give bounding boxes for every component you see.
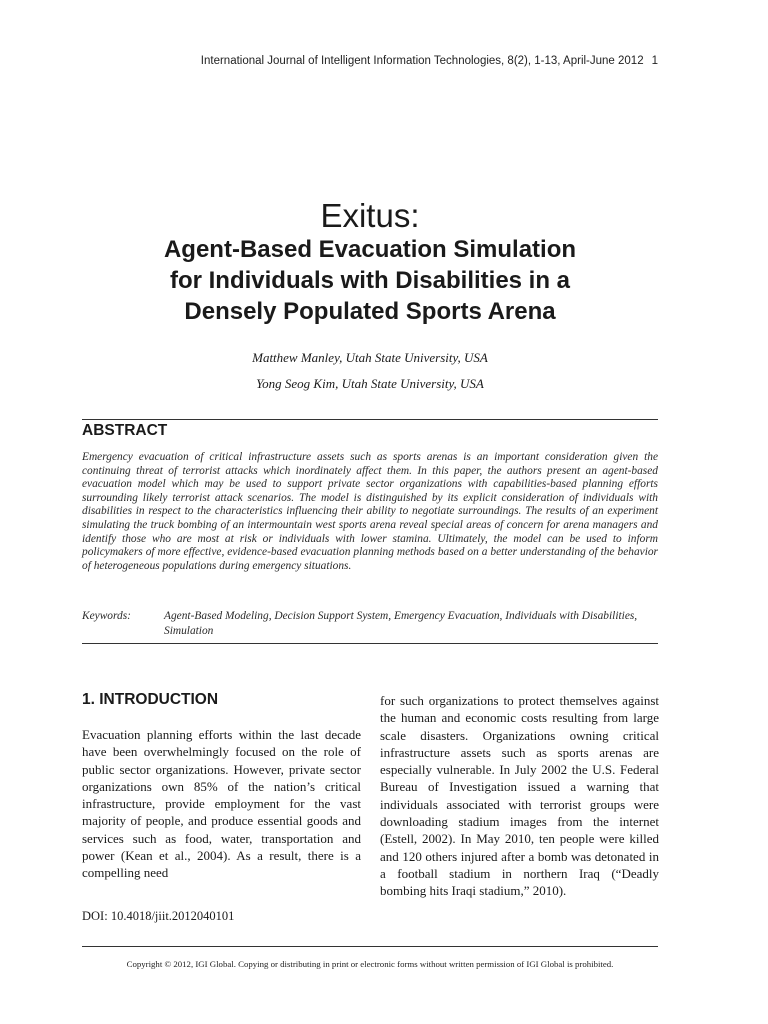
author-line: Yong Seog Kim, Utah State University, USA: [256, 376, 484, 391]
abstract-text: Emergency evacuation of critical infrastructure assets such as sports arenas is an important consideration given the continuing threat of terrorist attacks which inordinately affect them. In this paper, the authors present an agent-based evacuation model which may be used to support private sector organizations with capabilities-based planning efforts surrounding likely terrorist attack scenarios. The model is distinguished by its explicit consideration of individuals with disabilities in respect to the characteristics influencing their ability to negotiate surroundings. The results of an experiment simulating the truck bombing of an intermountain west sports arena reveal special areas of concern for arena managers and identify those who are most at risk or individuals with lower stamina. Ultimately, the model can be used to inform policymakers of more effective, evidence-based evacuation planning methods based on a better understanding of the behavior of heterogeneous populations during emergency situations.: [82, 451, 658, 572]
subtitle-line: Agent-Based Evacuation Simulation: [163, 236, 577, 263]
copyright-notice: Copyright © 2012, IGI Global. Copying or distributing in print or electronic forms without written permission of IGI Global is prohibited.: [126, 959, 614, 969]
subtitle-line: for Individuals with Disabilities in a: [169, 267, 571, 294]
keywords: [82, 609, 658, 638]
keywords-label: Keywords:: [82, 610, 131, 622]
divider: [82, 946, 658, 947]
author-list: [0, 345, 740, 397]
keywords-text: Agent-Based Modeling, Decision Support System, Emergency Evacuation, Individuals with Disabilities, Simulation: [164, 610, 638, 637]
divider: [82, 643, 658, 644]
paper-subtitle: [0, 234, 740, 327]
doi: DOI: 10.4018/jiit.2012040101: [82, 909, 235, 923]
body-column-right: for such organizations to protect themselves against the human and economic costs resulting from large scale disasters. Organizations owning critical infrastructure assets such as sports arenas are especially vulnerable. In July 2002 the U.S. Federal Bureau of Investigation issued a warning that individuals associated with terrorist groups were downloading stadium images from the internet (Estell, 2002). In May 2010, ten people were killed and 120 others injured after a bomb was detonated in a football stadium in northern Iraq (“Deadly bombing hits Iraqi stadium,” 2010).: [380, 693, 659, 899]
abstract-heading: ABSTRACT: [82, 422, 168, 439]
journal-citation: International Journal of Intelligent Information Technologies, 8(2), 1-13, April-June 2012: [200, 55, 644, 67]
page-number: 1: [651, 55, 658, 67]
section-heading: 1. INTRODUCTION: [82, 691, 219, 708]
paper-title: Exitus:: [320, 197, 420, 234]
divider: [82, 419, 658, 420]
author-line: Matthew Manley, Utah State University, USA: [252, 350, 488, 365]
subtitle-line: Densely Populated Sports Arena: [184, 298, 556, 325]
journal-header: [201, 55, 658, 67]
body-column-left: Evacuation planning efforts within the last decade have been overwhelmingly focused on the role of public sector organizations. However, private sector organizations own 85% of the nation’s critical infrastructure, provide employment for the vast majority of people, and produce essential goods and services such as food, water, transportation and power (Kean et al., 2004). As a result, there is a compelling need: [82, 727, 361, 881]
